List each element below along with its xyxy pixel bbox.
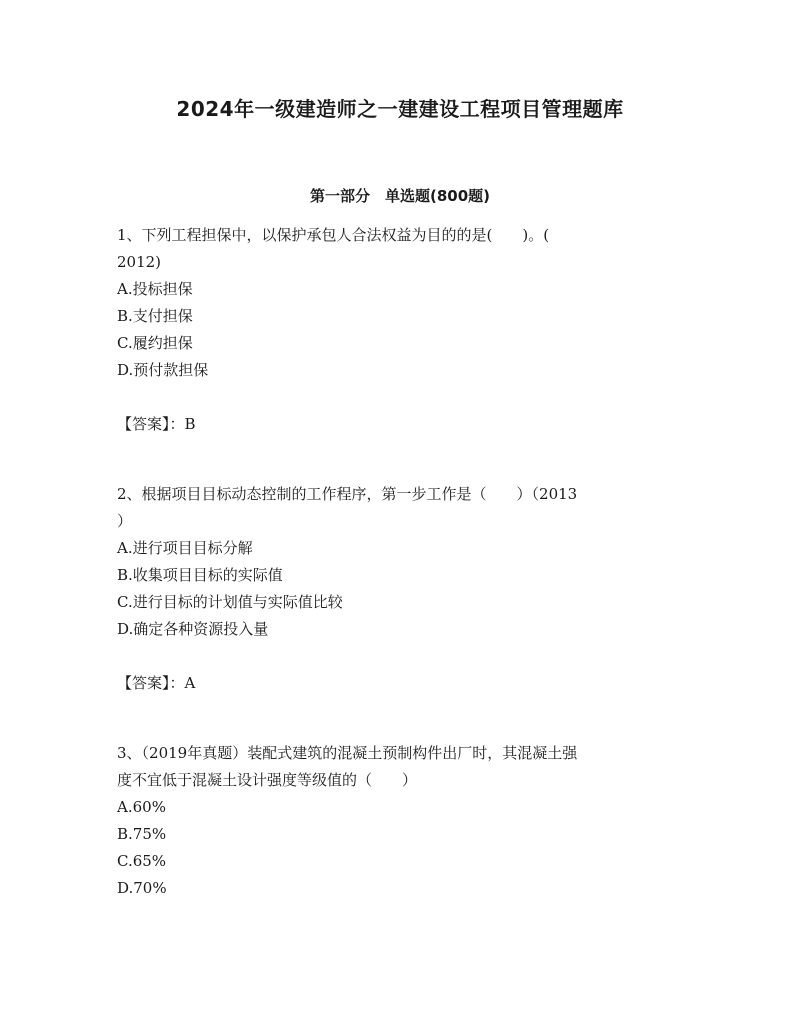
option-b: B.收集项目目标的实际值 (117, 566, 283, 584)
answer-label: 【答案】：A (117, 674, 196, 692)
option-d: D.确定各种资源投入量 (117, 620, 269, 638)
question-stem: 2012) (117, 253, 162, 271)
option-b: B.75% (117, 825, 167, 843)
option-c: C.进行目标的计划值与实际值比较 (117, 593, 343, 611)
question-1 (117, 222, 697, 438)
section-heading: 第一部分 单选题(800题) (309, 187, 491, 205)
question-stem: 度不宜低于混凝土设计强度等级值的（ ） (117, 771, 418, 789)
option-d: D.预付款担保 (117, 361, 209, 379)
question-stem: 3、（2019年真题）装配式建筑的混凝土预制构件出厂时，其混凝土强 (117, 744, 578, 762)
option-c: C.履约担保 (117, 334, 193, 352)
question-stem: 2、根据项目目标动态控制的工作程序，第一步工作是（ ）（2013 (117, 485, 578, 503)
question-stem: 1、下列工程担保中，以保护承包人合法权益为目的的是( )。( (117, 226, 550, 244)
option-c: C.65% (117, 852, 167, 870)
option-a: A.60% (117, 798, 166, 816)
page-title: 2024年一级建造师之一建建设工程项目管理题库 (176, 97, 624, 121)
option-a: A.投标担保 (117, 280, 193, 298)
question-2 (117, 481, 697, 697)
question-stem: ） (117, 512, 133, 530)
option-b: B.支付担保 (117, 307, 193, 325)
question-3 (117, 740, 697, 902)
option-a: A.进行项目目标分解 (117, 539, 253, 557)
option-d: D.70% (117, 879, 167, 897)
answer-label: 【答案】：B (117, 415, 196, 433)
